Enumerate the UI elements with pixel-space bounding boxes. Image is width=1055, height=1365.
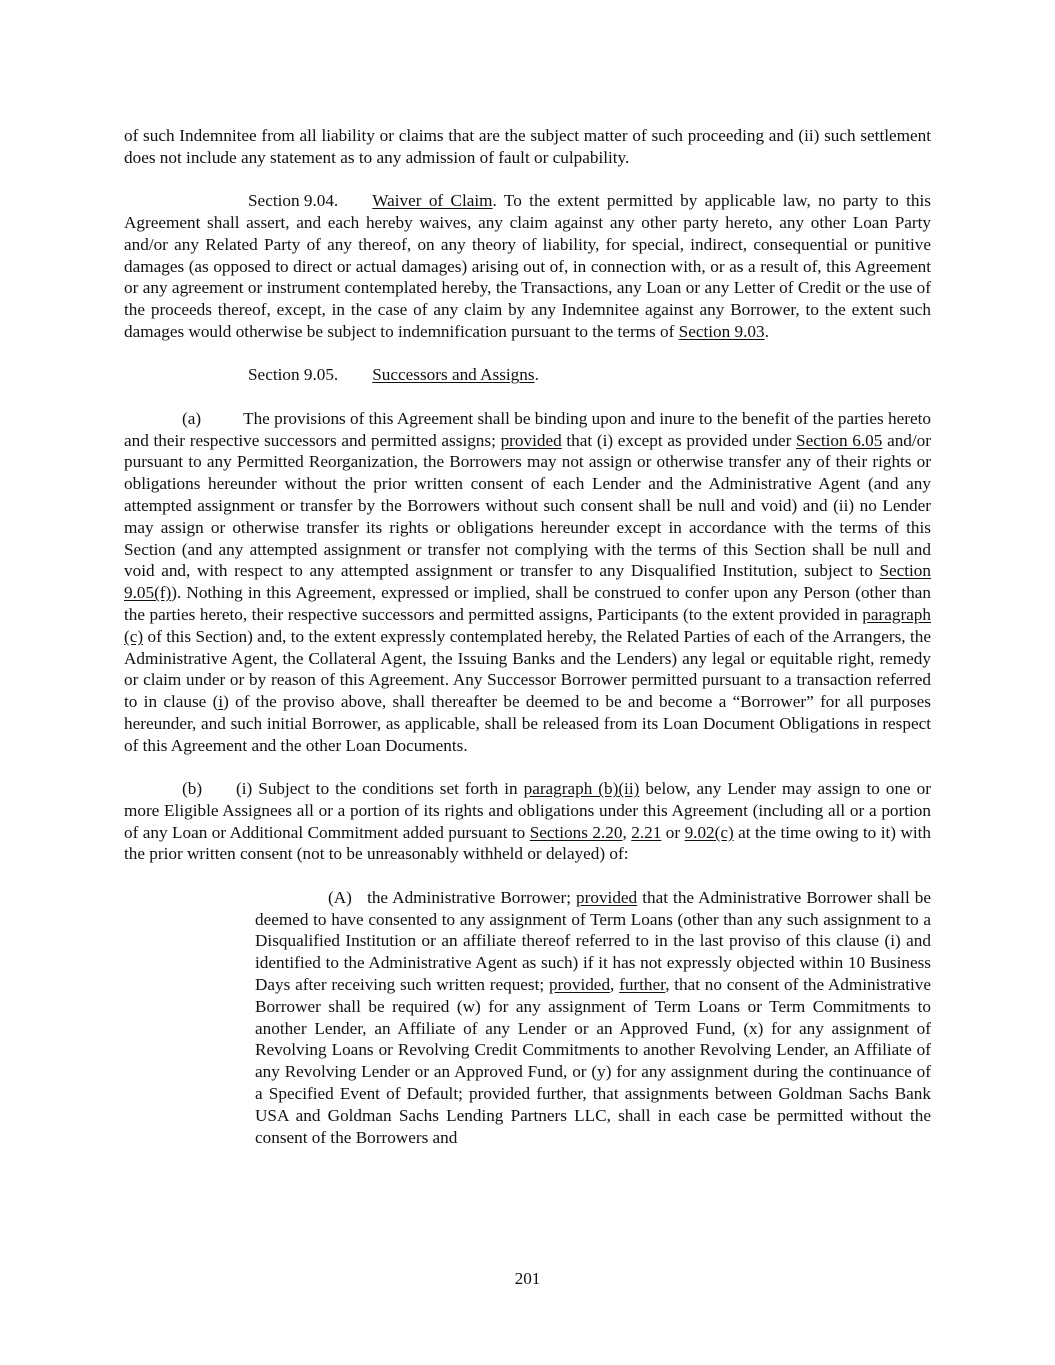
page-number: 201 xyxy=(514,1269,541,1288)
cross-reference: 2.21 xyxy=(631,822,662,842)
cross-reference: Section 9.03 xyxy=(678,321,765,341)
section-9-05-heading: Section 9.05. Successors and Assigns. xyxy=(124,364,931,386)
cross-reference: Section 9.05(f) xyxy=(124,561,931,603)
clause-A: (A) the Administrative Borrower; provided that the Administrative Borrower shall be deemed to have consented to any assignment of Term Loans (other than any such assignment to a Disqualified Institution or an affiliate thereof referred to in the last proviso of this clause (i) and identified to the Administrative Agent as such) if it has not expressly objected within 10 Business Days after receiving such written request; provided, further, that no consent of the Administrative Borrower shall be required (w) for any assignment of Term Loans or Term Commitments to another Lender, an Affiliate of any Lender or an Approved Fund, (x) for any assignment of Revolving Loans or Revolving Credit Commitments to another Revolving Lender, an Affiliate of any Revolving Lender or an Approved Fund, or (y) for any assignment during the continuance of a Specified Event of Default; provided further, that assignments between Goldman Sachs Bank USA and Goldman Sachs Lending Partners LLC, shall in each case be permitted without the consent of the Borrowers and xyxy=(255,887,932,1147)
page-body xyxy=(124,125,931,1148)
section-number: Section 9.04. xyxy=(248,191,339,211)
paragraph-label: (b) xyxy=(182,779,203,799)
section-number: Section 9.05. xyxy=(248,365,339,385)
clause-label: (A) xyxy=(328,887,352,907)
section-9-04: Section 9.04. Waiver of Claim. To the extent permitted by applicable law, no party to this Agreement shall assert, and each hereby waives, any claim against any other party hereto, any other Loan Party and/or any Related Party of any thereof, on any theory of liability, for special, indirect, consequential or punitive damages (as opposed to direct or actual damages) arising out of, in connection with, or as a result of, this Agreement or any agreement or instrument contemplated hereby, the Transactions, any Loan or any Letter of Credit or the use of the proceeds thereof, except, in the case of any claim by any Indemnitee against any Borrower, to the extent such damages would otherwise be subject to indemnification pursuant to the terms of Section 9.03. xyxy=(124,191,931,341)
cross-reference: Section 6.05 xyxy=(796,430,883,450)
section-title: Successors and Assigns xyxy=(372,365,535,385)
paragraph-label: (a) xyxy=(182,408,202,428)
cross-reference: paragraph (c) xyxy=(124,604,931,646)
cross-reference: i xyxy=(218,692,224,712)
paragraph-b: (b) (i) Subject to the conditions set forth in paragraph (b)(ii) below, any Lender may assign to one or more Eligible Assignees all or a portion of its rights and obligations under this Agreement (including all or a portion of any Loan or Additional Commitment added pursuant to Sections 2.20, 2.21 or 9.02(c) at the time owing to it) with the prior written consent (not to be unreasonably withheld or delayed) of: xyxy=(124,779,931,864)
cross-reference: 9.02(c) xyxy=(684,822,734,842)
cross-reference: Sections 2.20 xyxy=(529,822,623,842)
cross-reference: paragraph (b)(ii) xyxy=(523,779,640,799)
section-title: Waiver of Claim xyxy=(372,191,493,211)
paragraph-a: (a) The provisions of this Agreement shall be binding upon and inure to the benefit of the parties hereto and their respective successors and permitted assigns; provided that (i) except as provided under Section 6.05 and/or pursuant to any Permitted Reorganization, the Borrowers may not assign or otherwise transfer any of their rights or obligations hereunder without the prior written consent of each Lender and the Administrative Agent (and any attempted assignment or transfer by the Borrowers without such consent shall be null and void) and (ii) no Lender may assign or otherwise transfer its rights or obligations hereunder except in accordance with the terms of this Section (and any attempted assignment or transfer not complying with the terms of this Section shall be null and void and, with respect to any attempted assignment or transfer to any Disqualified Institution, subject to Section 9.05(f)). Nothing in this Agreement, expressed or implied, shall be construed to confer upon any Person (other than the parties hereto, their respective successors and permitted assigns, Participants (to the extent provided in paragraph (c) of this Section) and, to the extent expressly contemplated hereby, the Related Parties of each of the Arrangers, the Administrative Agent, the Collateral Agent, the Issuing Banks and the Lenders) any legal or equitable right, remedy or claim under or by reason of this Agreement. Any Successor Borrower permitted pursuant to a transaction referred to in clause (i) of the proviso above, shall thereafter be deemed to be and become a “Borrower” for all purposes hereunder, and such initial Borrower, as applicable, shall be released from its Loan Document Obligations in respect of this Agreement and the other Loan Documents. xyxy=(124,408,931,755)
paragraph-continuation: of such Indemnitee from all liability or claims that are the subject matter of such proceeding and (ii) such settlement does not include any statement as to any admission of fault or culpability. xyxy=(124,126,931,167)
